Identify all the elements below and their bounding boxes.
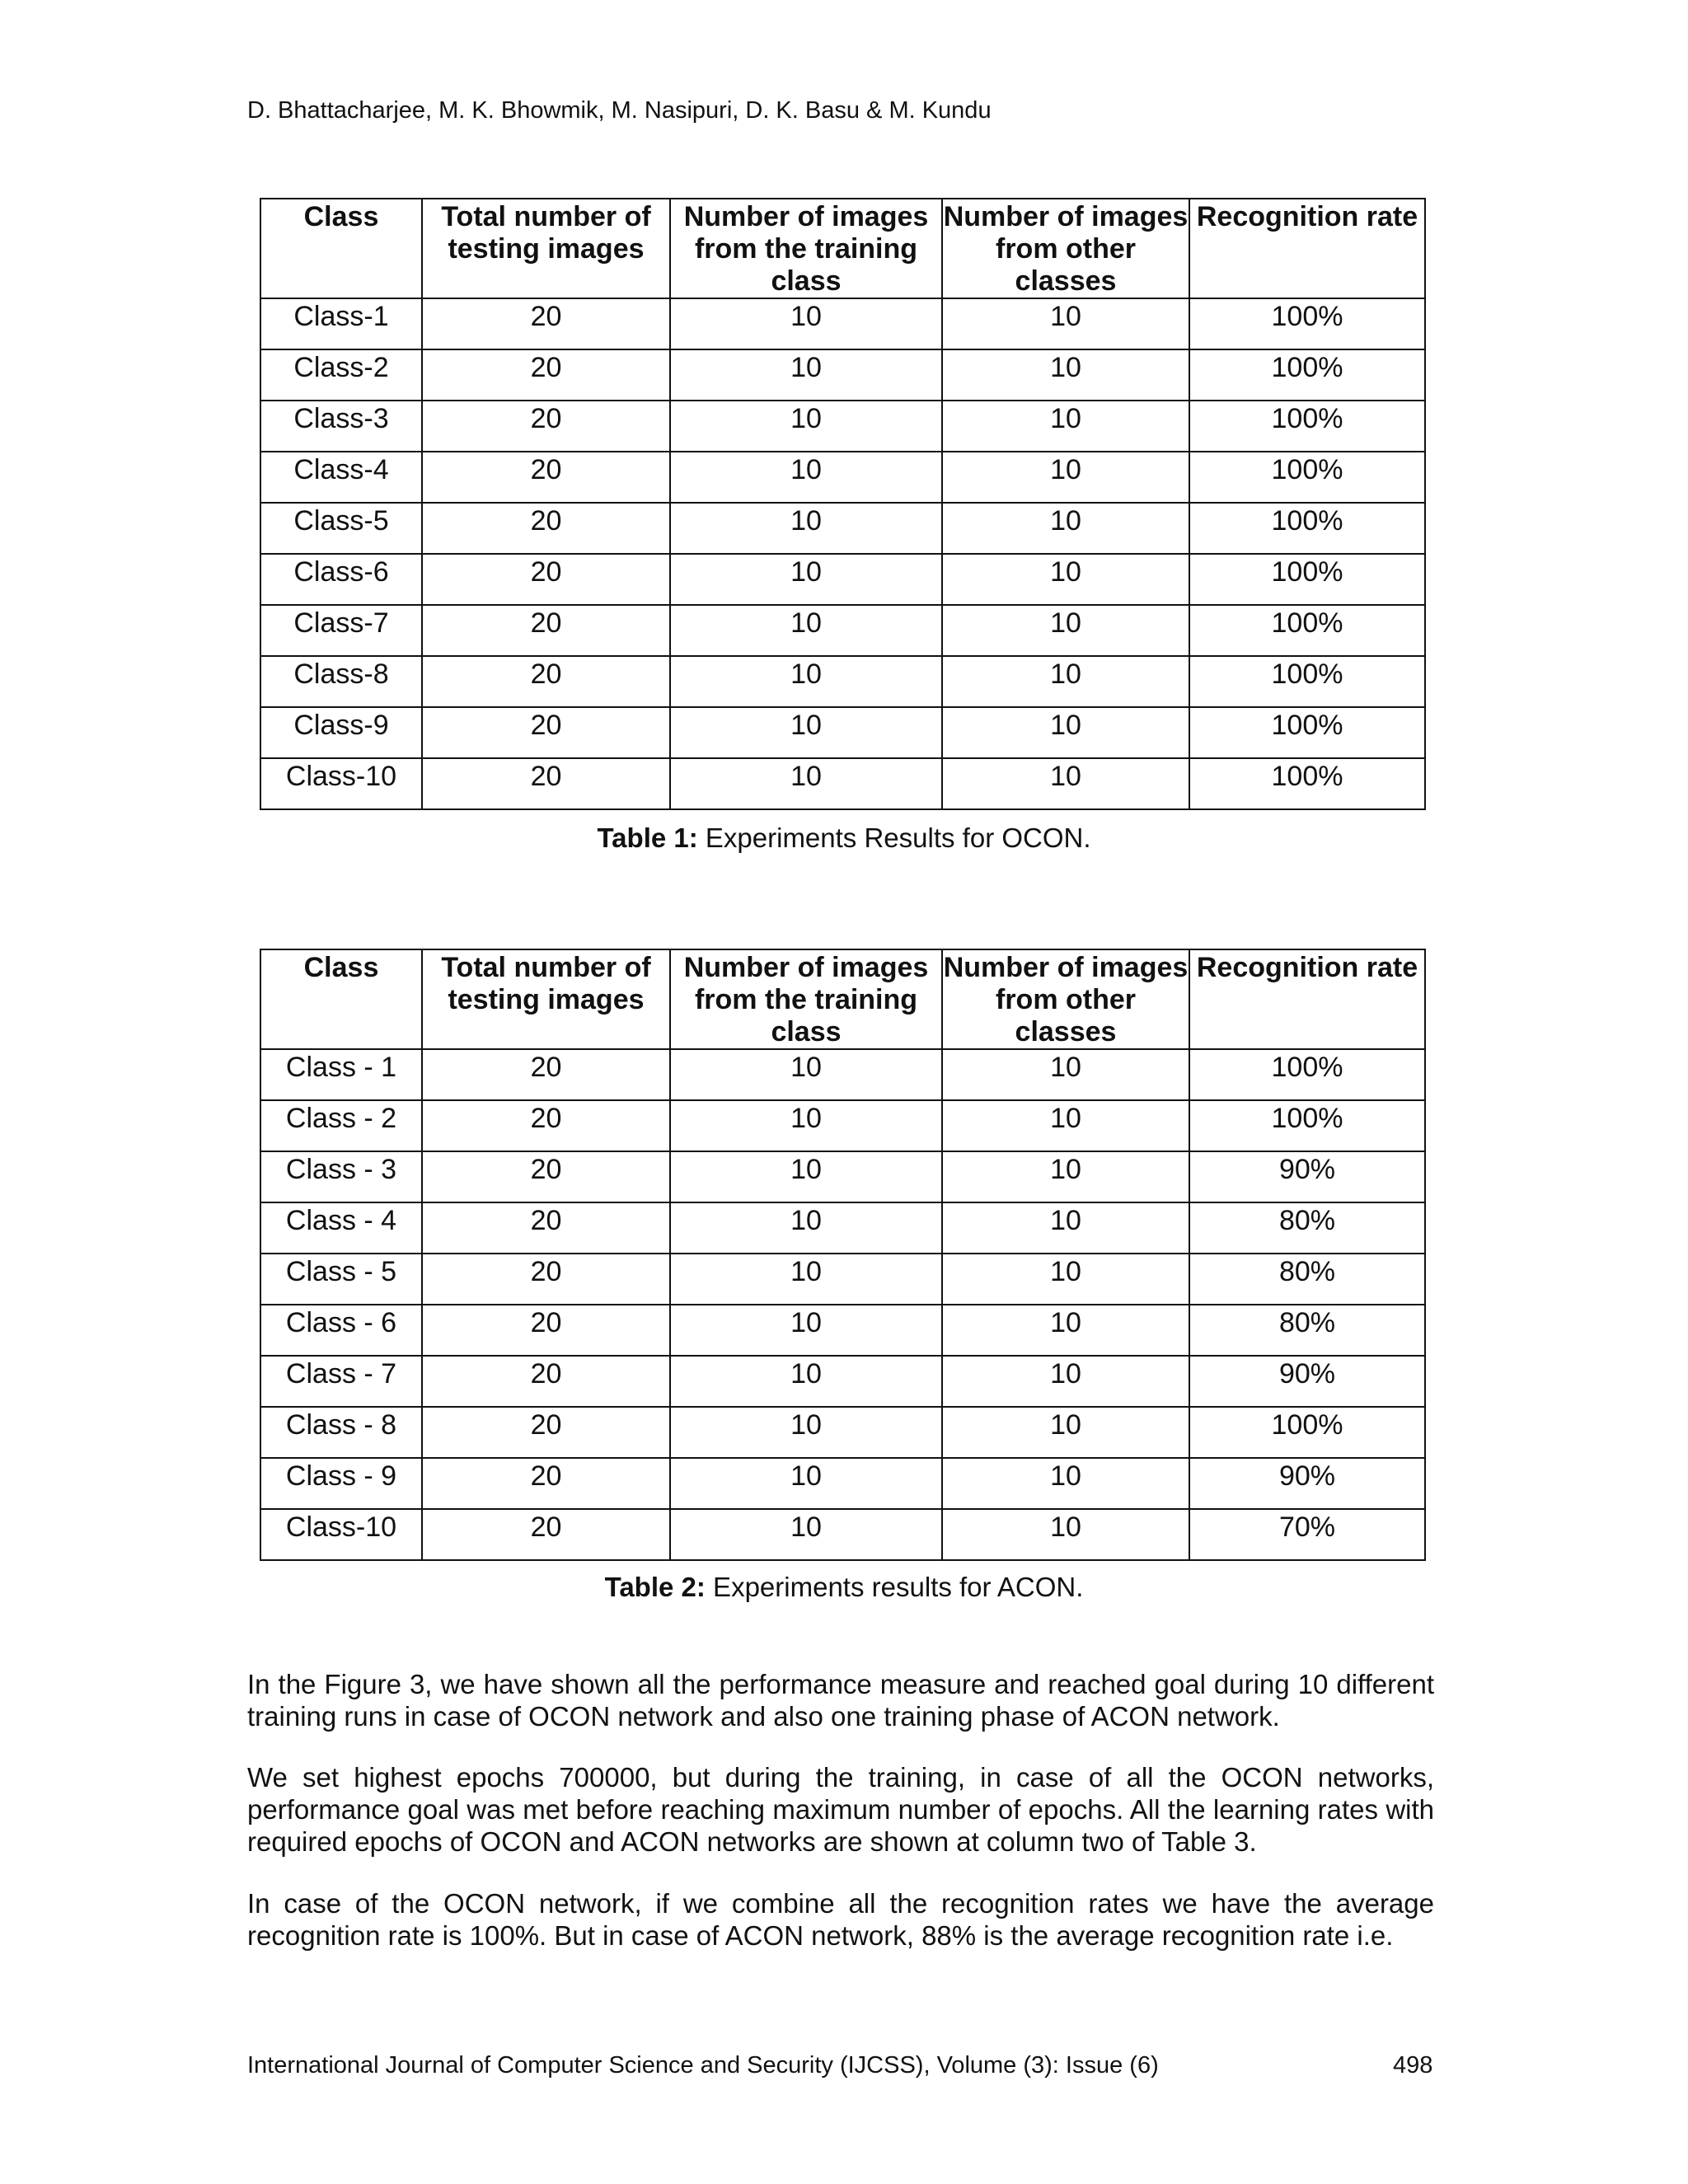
table-cell: 10: [670, 1202, 942, 1254]
table-cell: 10: [670, 1100, 942, 1151]
table-cell: 100%: [1189, 1049, 1425, 1100]
table-cell: 10: [670, 1254, 942, 1305]
table-cell: 20: [422, 298, 670, 349]
table-cell: 20: [422, 1356, 670, 1407]
table1-caption-label: Table 1:: [597, 823, 698, 853]
table-cell: 80%: [1189, 1305, 1425, 1356]
table-cell: Class - 1: [260, 1049, 422, 1100]
table-cell: 20: [422, 452, 670, 503]
table-cell: Class - 3: [260, 1151, 422, 1202]
table-cell: 10: [942, 1100, 1189, 1151]
table-cell: 90%: [1189, 1151, 1425, 1202]
table-cell: 100%: [1189, 349, 1425, 401]
table-cell: 10: [670, 298, 942, 349]
table-cell: 10: [942, 1254, 1189, 1305]
table-cell: 10: [670, 758, 942, 809]
table-cell: Class-9: [260, 707, 422, 758]
column-header: Total number of testing images: [422, 199, 670, 298]
table-cell: Class - 6: [260, 1305, 422, 1356]
table-cell: 20: [422, 605, 670, 656]
table-cell: 10: [942, 1356, 1189, 1407]
table-cell: 10: [942, 1407, 1189, 1458]
table1-caption-text: Experiments Results for OCON.: [697, 823, 1091, 853]
table-cell: 10: [942, 1202, 1189, 1254]
table-cell: 10: [670, 503, 942, 554]
table-cell: Class-4: [260, 452, 422, 503]
table-cell: 10: [670, 1049, 942, 1100]
table-cell: 10: [670, 1458, 942, 1509]
table1-caption: [0, 823, 1688, 854]
table-cell: 10: [942, 1305, 1189, 1356]
table-cell: Class-5: [260, 503, 422, 554]
table-cell: 20: [422, 1458, 670, 1509]
table-cell: 100%: [1189, 1100, 1425, 1151]
table-cell: 20: [422, 1305, 670, 1356]
table-cell: 10: [670, 349, 942, 401]
table-cell: 100%: [1189, 605, 1425, 656]
table-cell: 20: [422, 1407, 670, 1458]
table-cell: 10: [670, 1509, 942, 1560]
body-paragraph-1: In the Figure 3, we have shown all the performance measure and reached goal during 10 different training runs in case of OCON network and also one training phase of ACON network.: [247, 1669, 1434, 1732]
column-header: Number of images from other classes: [942, 949, 1189, 1049]
table-cell: Class - 9: [260, 1458, 422, 1509]
table-cell: 10: [942, 401, 1189, 452]
table-row: [260, 1151, 1425, 1202]
column-header: Number of images from the training class: [670, 949, 942, 1049]
table-cell: 20: [422, 503, 670, 554]
table-row: [260, 503, 1425, 554]
table-cell: 10: [942, 452, 1189, 503]
table-row: [260, 1356, 1425, 1407]
body-paragraph-2: We set highest epochs 700000, but during the training, in case of all the OCON networks, performance goal was met before reaching maximum number of epochs. All the learning rates with required epochs of OCON and ACON networks are shown at column two of Table 3.: [247, 1762, 1434, 1857]
table-cell: Class-2: [260, 349, 422, 401]
table-cell: 80%: [1189, 1202, 1425, 1254]
table-cell: 10: [670, 1305, 942, 1356]
table-cell: 10: [942, 503, 1189, 554]
table-cell: 20: [422, 1151, 670, 1202]
table-row: [260, 707, 1425, 758]
table-row: [260, 554, 1425, 605]
table-cell: Class - 4: [260, 1202, 422, 1254]
table-cell: 10: [942, 349, 1189, 401]
table-row: [260, 1305, 1425, 1356]
table-cell: 20: [422, 401, 670, 452]
table-cell: 10: [942, 605, 1189, 656]
table-cell: 10: [670, 1407, 942, 1458]
table-row: [260, 1100, 1425, 1151]
table-cell: 10: [942, 758, 1189, 809]
table-cell: 80%: [1189, 1254, 1425, 1305]
table-cell: 10: [670, 1151, 942, 1202]
table-cell: Class-8: [260, 656, 422, 707]
table-cell: 20: [422, 1254, 670, 1305]
table-row: [260, 349, 1425, 401]
table-cell: 10: [942, 298, 1189, 349]
table-cell: Class-10: [260, 758, 422, 809]
table-cell: 20: [422, 1049, 670, 1100]
table2-caption-text: Experiments results for ACON.: [705, 1572, 1084, 1602]
column-header: Total number of testing images: [422, 949, 670, 1049]
table-cell: 20: [422, 656, 670, 707]
table-cell: 90%: [1189, 1356, 1425, 1407]
table-cell: Class - 7: [260, 1356, 422, 1407]
table-cell: 10: [670, 605, 942, 656]
table-cell: 10: [670, 707, 942, 758]
table-row: [260, 1458, 1425, 1509]
column-header: Number of images from other classes: [942, 199, 1189, 298]
table-cell: 10: [942, 656, 1189, 707]
table-row: [260, 1254, 1425, 1305]
table-cell: Class-10: [260, 1509, 422, 1560]
table-cell: 10: [942, 1151, 1189, 1202]
table-cell: 100%: [1189, 656, 1425, 707]
table-cell: 100%: [1189, 758, 1425, 809]
column-header: Class: [260, 199, 422, 298]
table-row: [260, 1509, 1425, 1560]
table-cell: Class-7: [260, 605, 422, 656]
table-cell: 100%: [1189, 707, 1425, 758]
table-cell: 10: [942, 1509, 1189, 1560]
table-cell: 10: [670, 452, 942, 503]
table-cell: Class-6: [260, 554, 422, 605]
table-ocon-results: [260, 198, 1426, 810]
column-header: Recognition rate: [1189, 949, 1425, 1049]
table-cell: 10: [670, 1356, 942, 1407]
table-cell: 20: [422, 1100, 670, 1151]
table-cell: 10: [670, 554, 942, 605]
table-cell: 100%: [1189, 401, 1425, 452]
table-cell: 20: [422, 1509, 670, 1560]
table-row: [260, 1407, 1425, 1458]
column-header: Recognition rate: [1189, 199, 1425, 298]
column-header: Class: [260, 949, 422, 1049]
body-paragraph-3: In case of the OCON network, if we combine all the recognition rates we have the average recognition rate is 100%. But in case of ACON network, 88% is the average recognition rate i.e.: [247, 1888, 1434, 1951]
table-cell: 10: [942, 707, 1189, 758]
table-header-row: [260, 199, 1425, 298]
table-cell: 100%: [1189, 503, 1425, 554]
table-cell: Class - 5: [260, 1254, 422, 1305]
table-cell: 20: [422, 349, 670, 401]
table-cell: 10: [670, 401, 942, 452]
table-cell: Class-1: [260, 298, 422, 349]
table-row: [260, 401, 1425, 452]
table-acon-results: [260, 949, 1426, 1561]
table2-caption-label: Table 2:: [604, 1572, 706, 1602]
table-cell: 10: [942, 1049, 1189, 1100]
footer-journal: International Journal of Computer Science and Security (IJCSS), Volume (3): Issue (6): [247, 2052, 1159, 2079]
table2-caption: [0, 1572, 1688, 1603]
table-cell: 100%: [1189, 1407, 1425, 1458]
table-cell: Class - 8: [260, 1407, 422, 1458]
column-header: Number of images from the training class: [670, 199, 942, 298]
table-cell: 20: [422, 758, 670, 809]
table-row: [260, 298, 1425, 349]
table-cell: 100%: [1189, 554, 1425, 605]
table-cell: Class-3: [260, 401, 422, 452]
table-cell: 10: [670, 656, 942, 707]
table-cell: 100%: [1189, 298, 1425, 349]
table-row: [260, 605, 1425, 656]
table-row: [260, 758, 1425, 809]
table-header-row: [260, 949, 1425, 1049]
table-row: [260, 656, 1425, 707]
table-cell: 20: [422, 707, 670, 758]
table-cell: 100%: [1189, 452, 1425, 503]
table-cell: 70%: [1189, 1509, 1425, 1560]
table-row: [260, 452, 1425, 503]
table-cell: 20: [422, 1202, 670, 1254]
table-cell: Class - 2: [260, 1100, 422, 1151]
table-row: [260, 1049, 1425, 1100]
table-cell: 20: [422, 554, 670, 605]
table-cell: 10: [942, 554, 1189, 605]
page-number: 498: [1393, 2052, 1433, 2079]
running-head-authors: D. Bhattacharjee, M. K. Bhowmik, M. Nasipuri, D. K. Basu & M. Kundu: [247, 97, 992, 124]
table-cell: 10: [942, 1458, 1189, 1509]
table-cell: 90%: [1189, 1458, 1425, 1509]
table-row: [260, 1202, 1425, 1254]
